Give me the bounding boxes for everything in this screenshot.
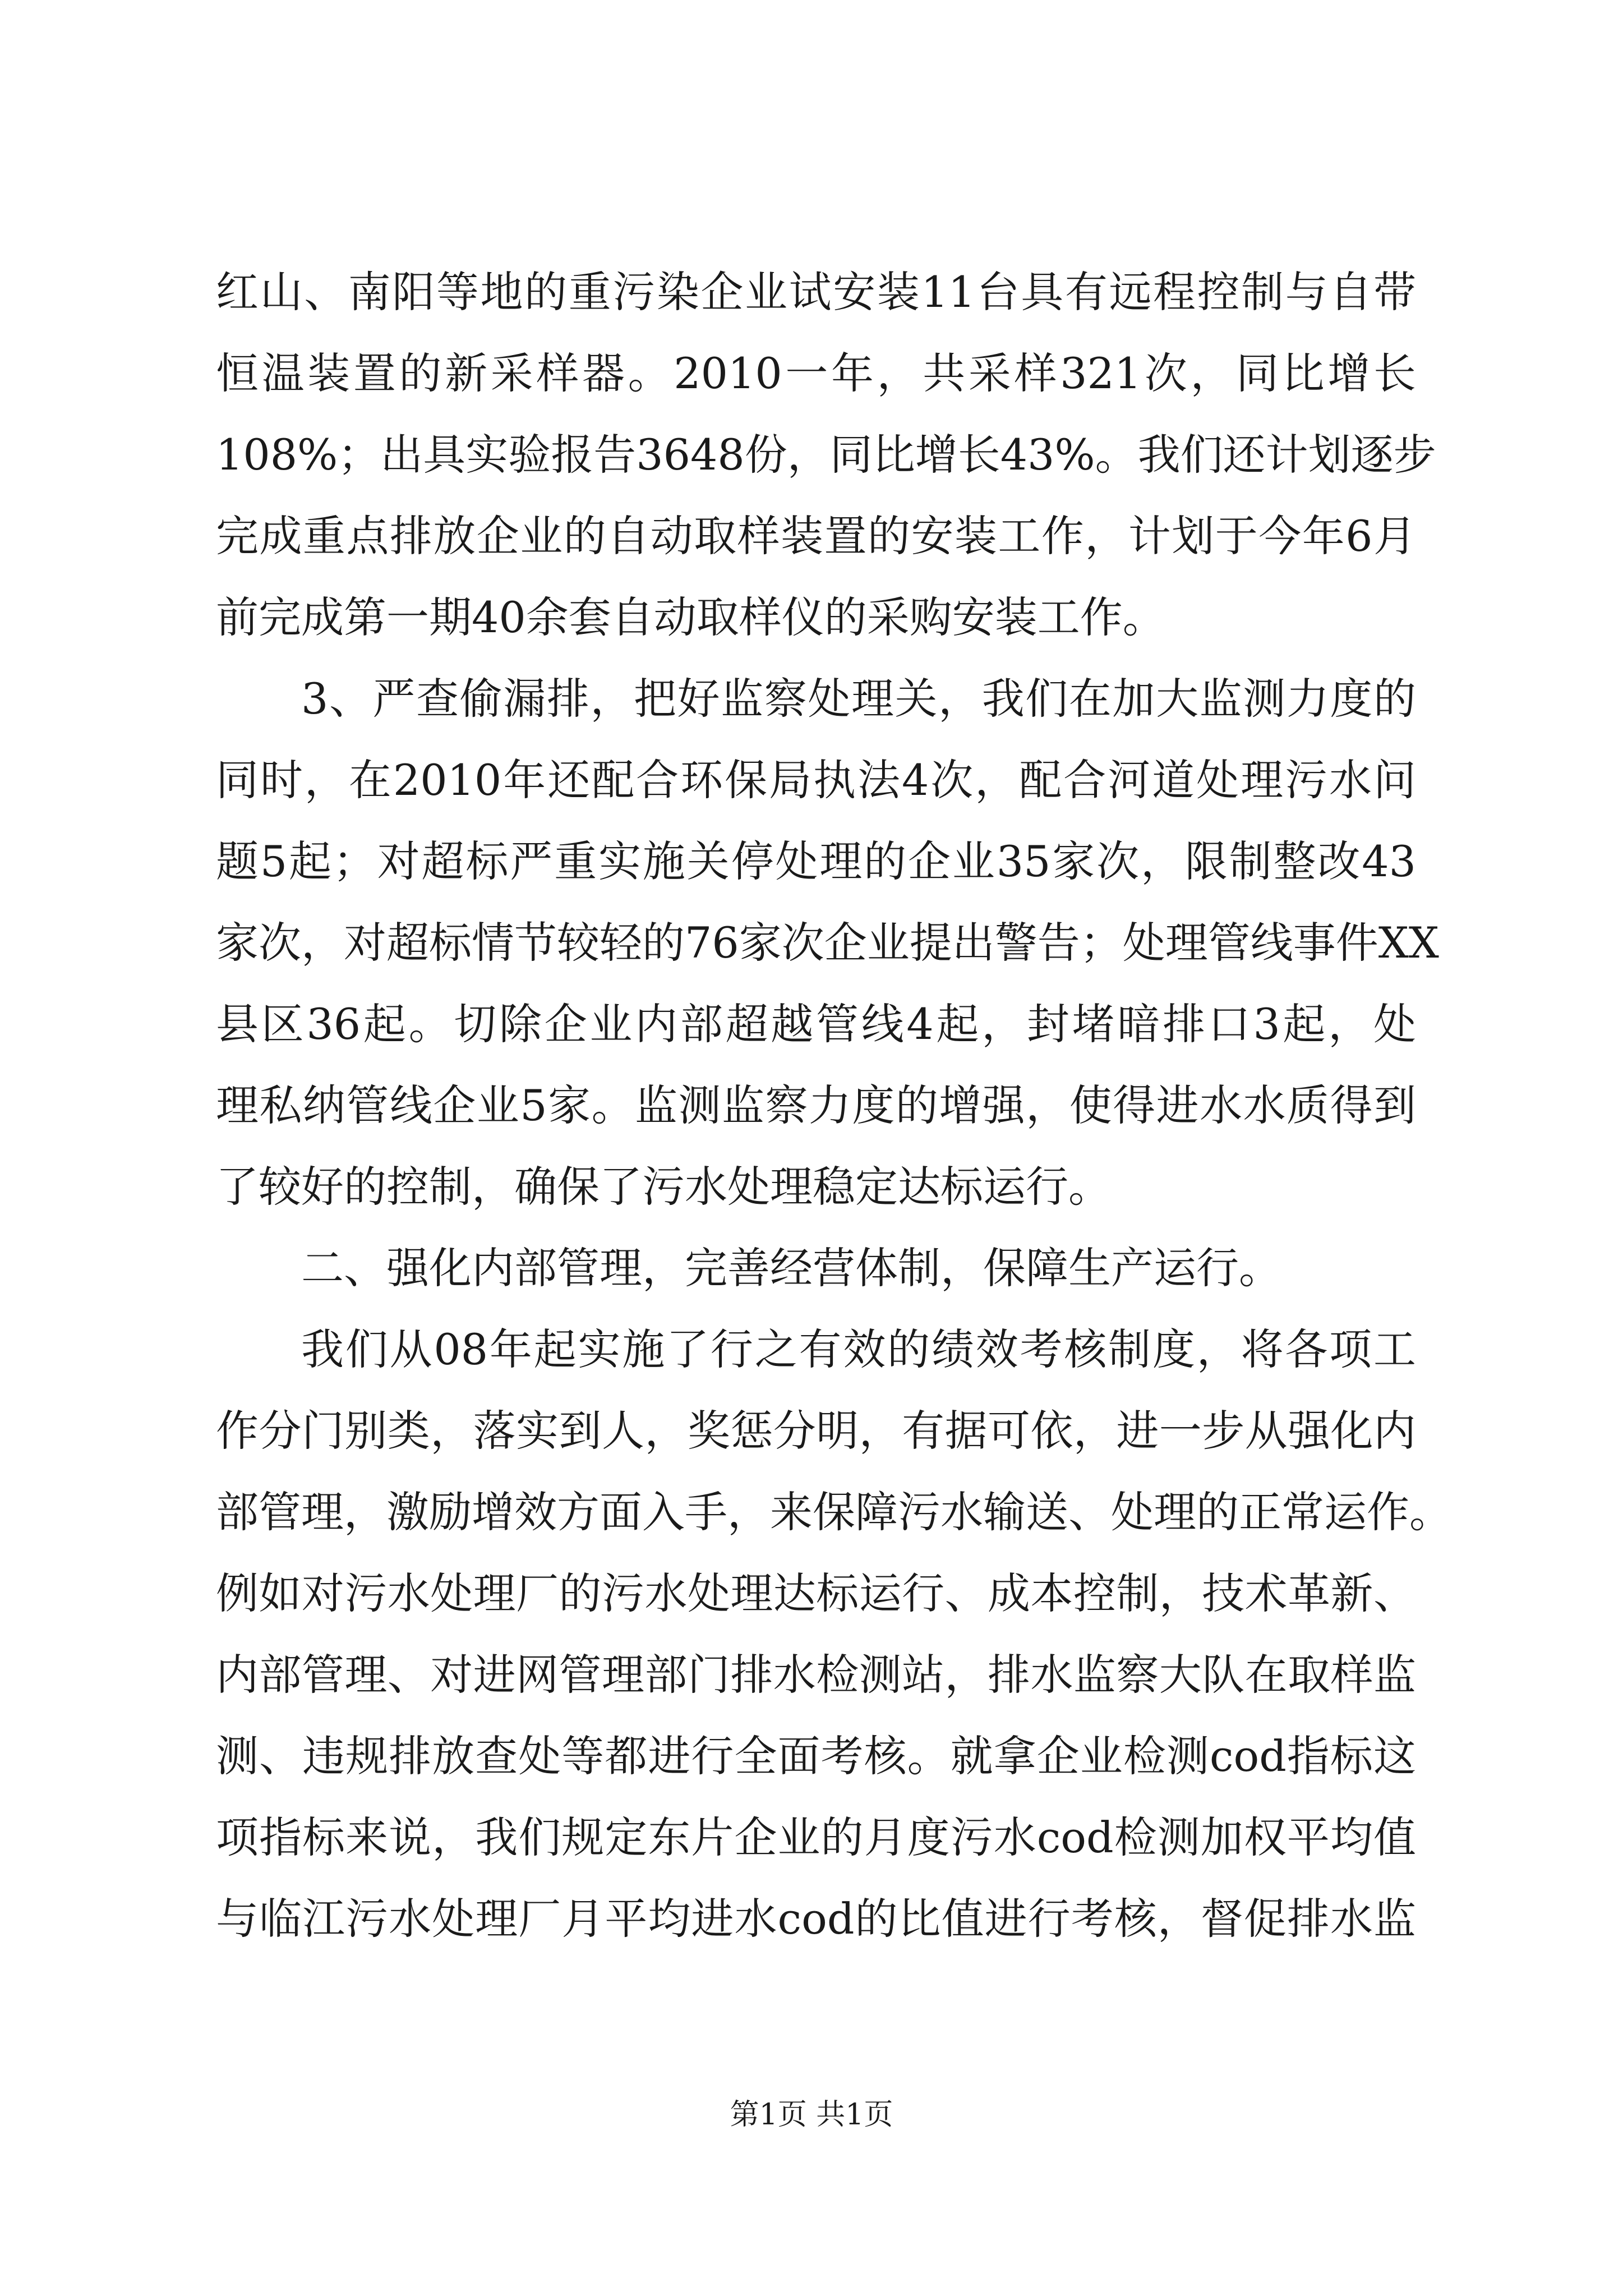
text-line: 题5起；对超标严重实施关停处理的企业35家次，限制整改43 — [216, 836, 1416, 886]
text-line: 与临江污水处理厂月平均进水cod的比值进行考核，督促排水监 — [216, 1894, 1416, 1944]
document-body — [216, 251, 1452, 1959]
text-line: 理私纳管线企业5家。监测监察力度的增强，使得进水水质得到 — [216, 1080, 1416, 1130]
text-line: 同时，在2010年还配合环保局执法4次，配合河道处理污水问 — [216, 755, 1416, 805]
text-line: 红山、南阳等地的重污染企业试安装11台具有远程控制与自带 — [216, 267, 1416, 317]
page-number-label: 第1页 共1页 — [730, 2098, 893, 2132]
page-footer — [0, 2095, 1623, 2134]
text-line: 前完成第一期40余套自动取样仪的采购安装工作。 — [216, 592, 1165, 642]
text-line: 完成重点排放企业的自动取样装置的安装工作，计划于今年6月 — [216, 511, 1416, 561]
text-line: 项指标来说，我们规定东片企业的月度污水cod检测加权平均值 — [216, 1812, 1416, 1862]
text-line: 108%；出具实验报告3648份，同比增长43%。我们还计划逐步 — [216, 430, 1436, 480]
text-line: 例如对污水处理厂的污水处理达标运行、成本控制，技术革新、 — [216, 1568, 1416, 1618]
text-line: 恒温装置的新采样器。2010一年，共采样321次，同比增长 — [216, 348, 1416, 398]
text-line: 家次，对超标情节较轻的76家次企业提出警告；处理管线事件XX — [216, 918, 1439, 968]
text-line: 县区36起。切除企业内部超越管线4起，封堵暗排口3起，处 — [216, 999, 1416, 1049]
paragraph-first-line: 我们从08年起实施了行之有效的绩效考核制度，将各项工 — [301, 1324, 1416, 1374]
text-line: 作分门别类，落实到人，奖惩分明，有据可依，进一步从强化内 — [216, 1406, 1416, 1456]
text-line: 测、违规排放查处等都进行全面考核。就拿企业检测cod指标这 — [216, 1731, 1416, 1781]
paragraph-first-line: 3、严查偷漏排，把好监察处理关，我们在加大监测力度的 — [301, 674, 1416, 724]
text-line: 部管理，激励增效方面入手，来保障污水输送、处理的正常运作。 — [216, 1487, 1452, 1537]
section-heading: 二、强化内部管理，完善经营体制，保障生产运行。 — [301, 1243, 1281, 1293]
text-line: 了较好的控制，确保了污水处理稳定达标运行。 — [216, 1162, 1111, 1212]
text-line: 内部管理、对进网管理部门排水检测站，排水监察大队在取样监 — [216, 1650, 1416, 1700]
